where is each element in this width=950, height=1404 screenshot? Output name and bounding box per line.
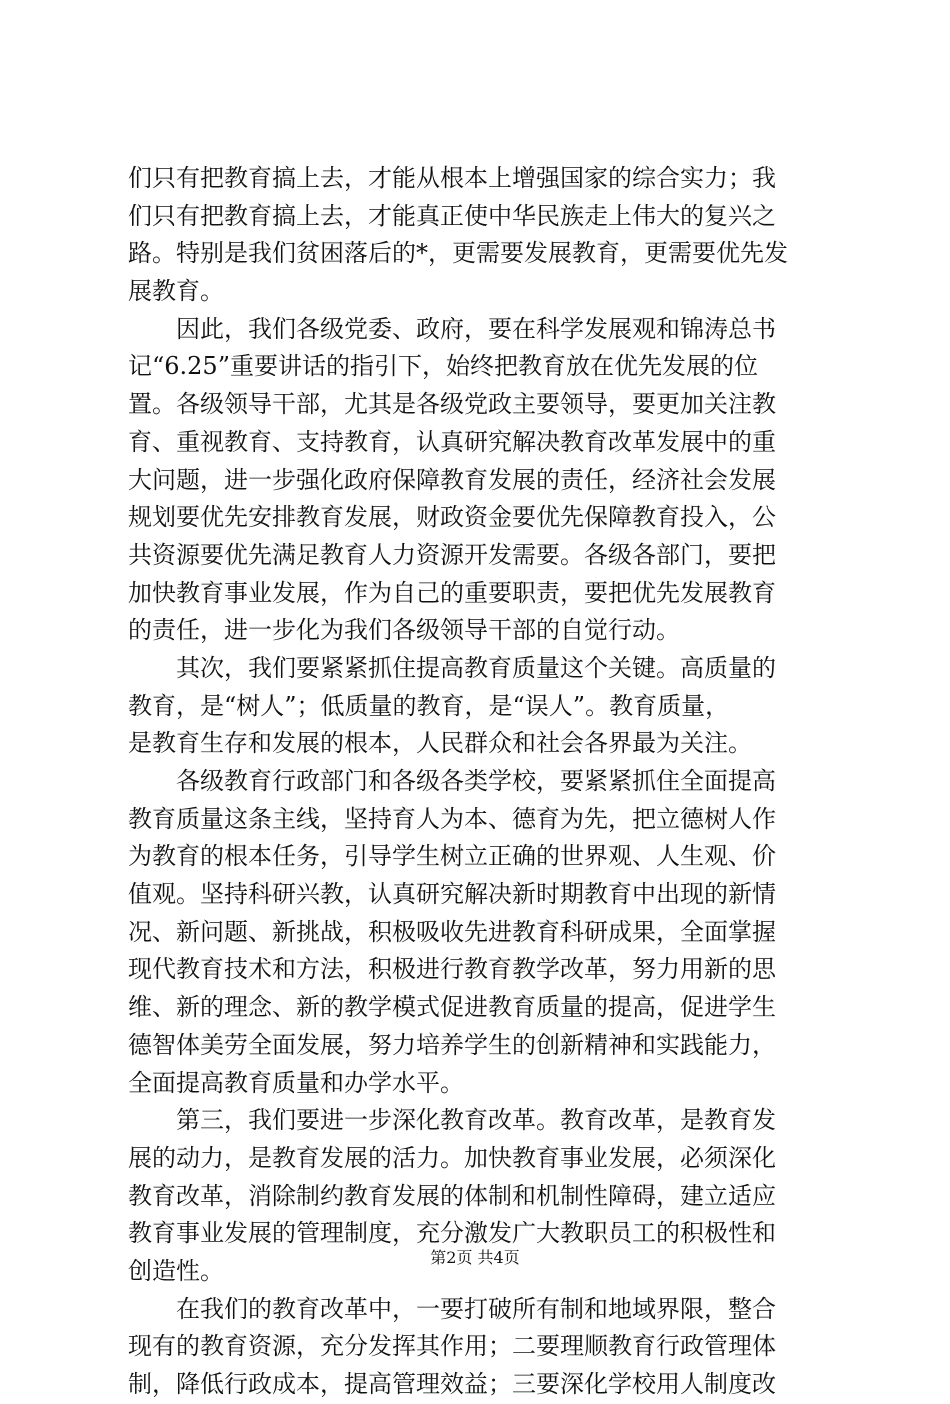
page-number-footer: 第2页 共4页 bbox=[430, 1248, 520, 1267]
text-line: 第三，我们要进一步深化教育改革。教育改革，是教育发 bbox=[128, 1106, 776, 1135]
text-line: 记“6.25”重要讲话的指引下，始终把教育放在优先发展的位 bbox=[128, 352, 758, 381]
text-line: 们只有把教育搞上去，才能真正使中华民族走上伟大的复兴之 bbox=[128, 201, 776, 230]
text-line: 制，降低行政成本，提高管理效益；三要深化学校用人制度改 bbox=[128, 1370, 776, 1398]
text-line: 大问题，进一步强化政府保障教育发展的责任，经济社会发展 bbox=[128, 465, 776, 494]
text-line: 规划要优先安排教育发展，财政资金要优先保障教育投入，公 bbox=[128, 503, 776, 532]
text-line: 在我们的教育改革中，一要打破所有制和地域界限，整合 bbox=[128, 1294, 776, 1323]
text-line: 置。各级领导干部，尤其是各级党政主要领导，要更加关注教 bbox=[128, 390, 776, 419]
text-line: 展的动力，是教育发展的活力。加快教育事业发展，必须深化 bbox=[128, 1143, 776, 1172]
text-line: 是教育生存和发展的根本，人民群众和社会各界最为关注。 bbox=[128, 729, 752, 758]
document-body bbox=[128, 160, 828, 1404]
text-line: 值观。坚持科研兴教，认真研究解决新时期教育中出现的新情 bbox=[128, 880, 776, 909]
text-line: 路。特别是我们贫困落后的*，更需要发展教育，更需要优先发 bbox=[128, 239, 788, 268]
text-line: 德智体美劳全面发展，努力培养学生的创新精神和实践能力， bbox=[128, 1030, 776, 1059]
text-line: 创造性。 bbox=[128, 1256, 224, 1285]
text-line: 育、重视教育、支持教育，认真研究解决教育改革发展中的重 bbox=[128, 427, 776, 456]
text-line: 教育质量这条主线，坚持育人为本、德育为先，把立德树人作 bbox=[128, 804, 776, 833]
text-line: 全面提高教育质量和办学水平。 bbox=[128, 1068, 464, 1097]
text-line: 现有的教育资源，充分发挥其作用；二要理顺教育行政管理体 bbox=[128, 1332, 776, 1361]
text-line: 教育改革，消除制约教育发展的体制和机制性障碍，建立适应 bbox=[128, 1181, 776, 1210]
text-line: 况、新问题、新挑战，积极吸收先进教育科研成果，全面掌握 bbox=[128, 917, 776, 946]
text-line: 展教育。 bbox=[128, 277, 224, 306]
text-line: 因此，我们各级党委、政府，要在科学发展观和锦涛总书 bbox=[128, 314, 776, 343]
text-line: 为教育的根本任务，引导学生树立正确的世界观、人生观、价 bbox=[128, 842, 776, 871]
text-line: 教育事业发展的管理制度，充分激发广大教职员工的积极性和 bbox=[128, 1219, 776, 1248]
text-line: 教育，是“树人”；低质量的教育，是“误人”。教育质量， bbox=[128, 691, 730, 720]
text-line: 各级教育行政部门和各级各类学校，要紧紧抓住全面提高 bbox=[128, 767, 776, 795]
text-line: 其次，我们要紧紧抓住提高教育质量这个关键。高质量的 bbox=[128, 653, 776, 682]
text-line: 们只有把教育搞上去，才能从根本上增强国家的综合实力；我 bbox=[128, 164, 776, 192]
text-line: 的责任，进一步化为我们各级领导干部的自觉行动。 bbox=[128, 616, 680, 645]
text-line: 维、新的理念、新的教学模式促进教育质量的提高，促进学生 bbox=[128, 993, 776, 1022]
text-line: 现代教育技术和方法，积极进行教育教学改革，努力用新的思 bbox=[128, 955, 776, 984]
text-line: 共资源要优先满足教育人力资源开发需要。各级各部门，要把 bbox=[128, 540, 776, 569]
text-line: 加快教育事业发展，作为自己的重要职责，要把优先发展教育 bbox=[128, 578, 776, 607]
